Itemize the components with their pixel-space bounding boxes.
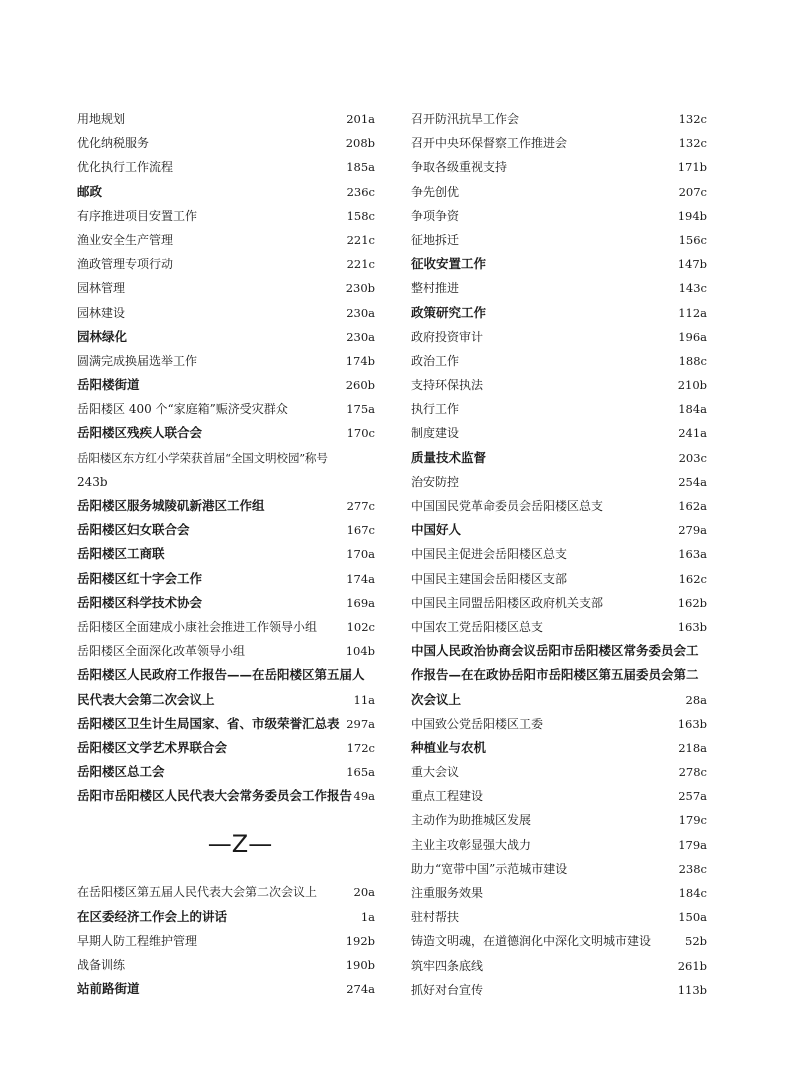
entry-text: 岳阳楼区服务城陵矶新港区工作组	[77, 498, 265, 513]
index-entry	[77, 542, 375, 566]
index-right-column	[411, 107, 707, 1002]
index-entry	[411, 808, 707, 832]
entry-text: 站前路街道	[77, 981, 140, 997]
entry-text: 铸造文明魂，在道德润化中深化文明城市建设	[411, 934, 652, 949]
entry-page: 102c	[346, 619, 375, 634]
entry-page: 147b	[677, 257, 707, 272]
index-entry	[411, 301, 707, 325]
index-entry	[77, 880, 375, 904]
entry-page: 243b	[77, 474, 108, 489]
index-entry	[77, 204, 375, 228]
index-entry	[77, 180, 375, 204]
entry-text: 岳阳楼街道	[77, 377, 140, 393]
entry-text: 驻村帮扶	[411, 910, 460, 925]
entry-text: 中国民主促进会岳阳楼区总支	[411, 547, 568, 562]
entry-text: 召开防汛抗旱工作会	[411, 112, 520, 126]
entry-page: 163a	[678, 547, 707, 562]
entry-text: 中国民主建国会岳阳楼区支部	[411, 571, 568, 586]
entry-page: 162b	[677, 595, 707, 610]
entry-text: 注重服务效果	[411, 886, 484, 900]
entry-text: 重大会议	[411, 765, 460, 780]
entry-page: 175a	[346, 402, 375, 417]
index-entry	[411, 567, 707, 591]
entry-page: 143c	[678, 281, 707, 296]
index-entry	[77, 591, 375, 615]
entry-text: 园林绿化	[77, 328, 128, 344]
entry-text: 中国致公党岳阳楼区工委	[411, 716, 544, 731]
entry-text: 执行工作	[411, 402, 460, 417]
index-entry	[411, 736, 707, 760]
entry-text: 质量技术监督	[411, 449, 487, 465]
entry-page: 113b	[677, 982, 707, 997]
entry-page: 28a	[685, 692, 707, 707]
index-entry	[411, 639, 707, 663]
index-entry	[77, 929, 375, 953]
index-entry	[77, 131, 375, 155]
entry-page: 112a	[678, 305, 707, 320]
entry-page: 170c	[346, 426, 375, 441]
entry-text: 用地规划	[77, 112, 126, 126]
entry-page: 104b	[345, 644, 375, 659]
index-entry	[77, 760, 375, 784]
entry-text: 政府投资审计	[411, 329, 484, 344]
index-entry	[411, 470, 707, 494]
entry-text: 岳阳楼区红十字会工作	[77, 570, 203, 586]
entry-page: 171b	[677, 160, 707, 175]
index-entry-continuation	[411, 688, 707, 712]
index-entry	[77, 736, 375, 760]
left-entries-group-z	[77, 880, 375, 1001]
index-entry	[411, 857, 707, 881]
entry-page: 188c	[678, 353, 707, 368]
index-entry	[411, 784, 707, 808]
entry-text: 渔业安全生产管理	[77, 232, 174, 247]
entry-page: 230a	[346, 305, 375, 320]
entry-page: 132c	[678, 136, 707, 151]
index-entry	[411, 325, 707, 349]
entry-page: 207c	[678, 184, 707, 199]
index-entry	[411, 180, 707, 204]
index-entry	[411, 591, 707, 615]
index-entry-continuation	[411, 663, 707, 687]
index-entry	[77, 953, 375, 977]
entry-text: 抓好对台宣传	[411, 982, 484, 997]
entry-text: 种植业与农机	[411, 739, 487, 755]
index-entry	[77, 712, 375, 736]
entry-page: 179c	[678, 813, 707, 828]
entry-page: 190b	[345, 958, 375, 972]
entry-text: 战备训练	[77, 958, 126, 972]
entry-page: 174b	[345, 353, 375, 368]
index-entry	[411, 252, 707, 276]
index-entry	[411, 712, 707, 736]
entry-page: 20a	[353, 885, 375, 900]
entry-page: 163b	[677, 619, 707, 634]
entry-text: 岳阳楼区东方红小学荣获首届“全国文明校园”称号	[77, 450, 328, 465]
index-entry	[411, 833, 707, 857]
index-entry	[411, 954, 707, 978]
entry-text: 在区委经济工作会上的讲话	[77, 908, 228, 924]
entry-page: 203c	[678, 450, 707, 465]
index-entry	[411, 131, 707, 155]
entry-text: 岳阳楼区妇女联合会	[77, 522, 190, 538]
index-entry	[411, 421, 707, 445]
entry-text: 支持环保执法	[411, 378, 484, 393]
entry-page: 221c	[346, 257, 375, 272]
entry-text: 征收安置工作	[411, 256, 487, 272]
entry-page: 163b	[677, 716, 707, 731]
index-entry	[411, 518, 707, 542]
entry-page: 52b	[685, 934, 707, 949]
index-entry	[77, 228, 375, 252]
entry-page: 201a	[346, 112, 375, 126]
left-entries-group-b	[77, 494, 375, 663]
index-left-column	[77, 107, 375, 1001]
index-entry	[411, 228, 707, 252]
index-entry	[411, 155, 707, 179]
index-entry	[411, 542, 707, 566]
index-entry	[411, 978, 707, 1002]
index-entry	[77, 615, 375, 639]
entry-page: 156c	[678, 232, 707, 247]
entry-page: 184c	[678, 886, 707, 900]
entry-text: 岳阳楼区 400 个“家庭箱”赈济受灾群众	[77, 402, 288, 417]
entry-text: 中国好人	[411, 522, 462, 538]
index-entry	[77, 252, 375, 276]
entry-page: 274a	[346, 982, 375, 997]
index-entry	[411, 204, 707, 228]
entry-page: 49a	[353, 789, 375, 804]
entry-page: 210b	[677, 378, 707, 393]
entry-text: 助力“宽带中国”示范城市建设	[411, 861, 568, 876]
entry-text: 岳阳楼区工商联	[77, 546, 165, 562]
entry-page: 218a	[678, 740, 707, 755]
entry-page: 238c	[678, 861, 707, 876]
entry-page: 230b	[345, 281, 375, 296]
entry-text: 作报告—在在政协岳阳市岳阳楼区第五届委员会第二	[411, 667, 699, 683]
entry-text: 岳阳楼区全面建成小康社会推进工作领导小组	[77, 619, 318, 634]
entry-page: 170a	[346, 547, 375, 562]
entry-text: 争先创优	[411, 184, 460, 199]
entry-text: 中国人民政治协商会议岳阳市岳阳楼区常务委员会工	[411, 643, 699, 659]
entry-text: 岳阳楼区全面深化改革领导小组	[77, 644, 246, 659]
entry-text: 优化纳税服务	[77, 136, 150, 151]
entry-text: 园林建设	[77, 305, 126, 320]
entry-page: 196a	[678, 329, 707, 344]
entry-page: 162c	[678, 571, 707, 586]
index-entry	[411, 397, 707, 421]
entry-text: 岳阳楼区卫生计生局国家、省、市级荣誉汇总表	[77, 715, 340, 731]
entry-page: 158c	[346, 208, 375, 223]
entry-text: 争项争资	[411, 208, 460, 223]
left-entries-group-a	[77, 107, 375, 446]
entry-text: 制度建设	[411, 426, 460, 441]
index-entry-continuation	[77, 470, 375, 494]
index-entry	[77, 639, 375, 663]
index-entry	[77, 349, 375, 373]
entry-text: 园林管理	[77, 281, 126, 296]
entry-text: 民代表大会第二次会议上	[77, 691, 215, 707]
entry-page: 172c	[346, 740, 375, 755]
entry-text: 在岳阳楼区第五届人民代表大会第二次会议上	[77, 885, 318, 900]
entry-page: 278c	[678, 765, 707, 780]
index-entry	[411, 494, 707, 518]
entry-text: 整村推进	[411, 281, 460, 296]
entry-page: 194b	[677, 208, 707, 223]
entry-text: 有序推进项目安置工作	[77, 208, 198, 223]
entry-text: 渔政管理专项行动	[77, 257, 174, 272]
entry-page: 241a	[678, 426, 707, 441]
entry-page: 184a	[678, 402, 707, 417]
entry-page: 257a	[678, 789, 707, 804]
section-letter-z: —Z—	[207, 830, 273, 859]
entry-text: 政治工作	[411, 353, 460, 368]
right-entries-group-a	[411, 107, 707, 639]
entry-text: 争取各级重视支持	[411, 160, 508, 175]
entry-page: 208b	[345, 136, 375, 151]
entry-text: 岳阳楼区人民政府工作报告——在岳阳楼区第五届人	[77, 667, 365, 683]
entry-page: 279a	[678, 523, 707, 538]
index-entry-continuation	[77, 688, 375, 712]
entry-page: 150a	[678, 910, 707, 925]
entry-page: 260b	[345, 378, 375, 393]
entry-text: 次会议上	[411, 691, 462, 707]
entry-text: 圆满完成换届选举工作	[77, 353, 198, 368]
entry-page: 221c	[346, 232, 375, 247]
entry-page: 1a	[360, 909, 375, 924]
entry-page: 236c	[346, 184, 375, 199]
entry-page: 254a	[678, 474, 707, 489]
index-entry	[77, 301, 375, 325]
index-entry	[77, 446, 375, 470]
entry-page: 179a	[678, 837, 707, 852]
entry-page: 297a	[346, 716, 375, 731]
entry-page: 162a	[678, 499, 707, 513]
entry-text: 政策研究工作	[411, 304, 487, 320]
entry-text: 中国农工党岳阳楼区总支	[411, 619, 544, 634]
right-entries-group-b	[411, 712, 707, 1002]
entry-text: 重点工程建设	[411, 789, 484, 804]
index-entry	[411, 929, 707, 953]
entry-page: 277c	[346, 499, 375, 513]
index-entry	[77, 784, 375, 808]
entry-text: 岳阳市岳阳楼区人民代表大会常务委员会工作报告	[77, 788, 353, 804]
index-entry	[77, 325, 375, 349]
index-entry	[411, 107, 707, 131]
index-entry	[77, 663, 375, 687]
index-entry	[77, 567, 375, 591]
index-entry	[411, 615, 707, 639]
index-entry	[411, 760, 707, 784]
entry-text: 邮政	[77, 183, 103, 199]
entry-page: 165a	[346, 765, 375, 780]
index-entry	[411, 905, 707, 929]
entry-page: 174a	[346, 571, 375, 586]
entry-page: 230a	[346, 329, 375, 344]
index-entry	[411, 446, 707, 470]
entry-text: 征地拆迁	[411, 232, 460, 247]
index-entry	[77, 373, 375, 397]
index-entry	[411, 276, 707, 300]
index-entry	[77, 494, 375, 518]
left-entries-group-c	[77, 712, 375, 809]
entry-text: 岳阳楼区科学技术协会	[77, 594, 203, 610]
index-entry	[77, 107, 375, 131]
entry-text: 治安防控	[411, 474, 460, 489]
entry-page: 192b	[345, 933, 375, 948]
entry-text: 岳阳楼区文学艺术界联合会	[77, 739, 228, 755]
entry-page: 167c	[346, 523, 375, 538]
index-entry	[77, 421, 375, 445]
entry-text: 优化执行工作流程	[77, 160, 174, 175]
entry-text: 主业主攻彰显强大战力	[411, 837, 532, 852]
index-entry	[411, 349, 707, 373]
index-entry	[77, 518, 375, 542]
index-entry	[77, 977, 375, 1001]
entry-text: 召开中央环保督察工作推进会	[411, 136, 568, 151]
index-entry	[411, 881, 707, 905]
entry-text: 筑牢四条底线	[411, 958, 484, 973]
entry-page: 169a	[346, 595, 375, 610]
entry-page: 261b	[677, 958, 707, 973]
index-entry	[77, 397, 375, 421]
entry-page: 11a	[353, 692, 375, 707]
entry-text: 中国国民党革命委员会岳阳楼区总支	[411, 499, 604, 513]
entry-text: 早期人防工程维护管理	[77, 933, 198, 948]
index-entry	[77, 905, 375, 929]
index-entry	[411, 373, 707, 397]
index-entry	[77, 276, 375, 300]
entry-text: 岳阳楼区残疾人联合会	[77, 425, 203, 441]
entry-text: 中国民主同盟岳阳楼区政府机关支部	[411, 595, 604, 610]
entry-page: 132c	[678, 112, 707, 126]
index-entry	[77, 155, 375, 179]
entry-text: 主动作为助推城区发展	[411, 813, 532, 828]
entry-page: 185a	[346, 160, 375, 175]
entry-text: 岳阳楼区总工会	[77, 764, 165, 780]
